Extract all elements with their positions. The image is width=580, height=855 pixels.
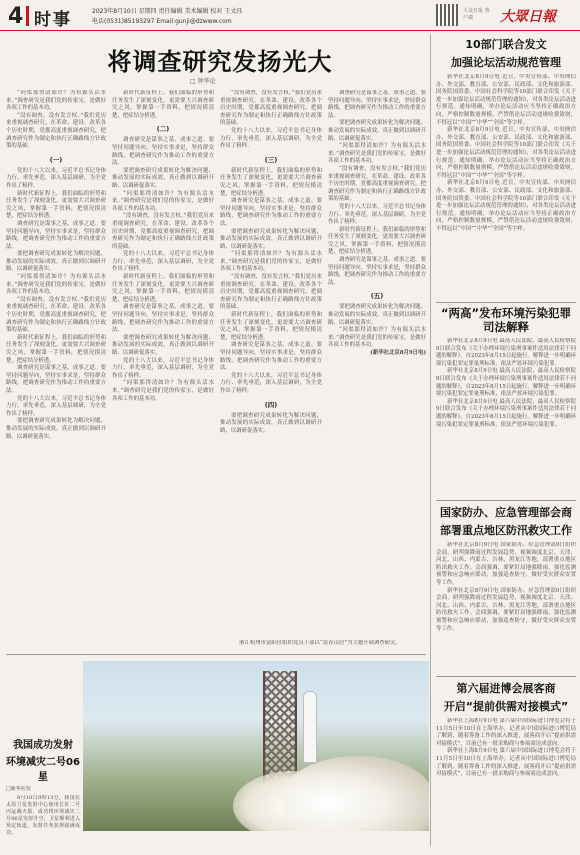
page-header bbox=[0, 0, 580, 30]
news-title-line1: 第六届进博会展客商 bbox=[456, 682, 556, 695]
news-separator bbox=[436, 500, 576, 501]
news-paragraph: 新华社北京8月9日电 最高人民法院、最高人民检察院9日联合发布《关于办理环境污染刑事案件适用法律若干问题的解释》，自2023年8月15日起施行。解释进一步明确环境污染犯罪定罪量刑标准，依法严惩环境污染犯罪。 bbox=[436, 368, 576, 398]
article-paragraph: 调查研究是谋事之基、成事之道。要坚持问题导向，坚持实事求是，坚持群众路线，把调查研究作为推动工作的重要方法。 bbox=[220, 198, 322, 227]
article-paragraph: 党的十八大以来，习近平总书记身体力行、率先垂范，深入基层调研，为全党作出了榜样。 bbox=[328, 203, 426, 226]
header-rule bbox=[0, 30, 580, 31]
news-paragraph: 新华社上海8月9日电 第六届中国国际进口博览会将于11月5日至10日在上海举办。记者从中国国际进口博览局了解到，随着筹备工作的深入推进，展客商开启“提前供需对接模式”，目前已有一批采购商与参展商达成意向。 bbox=[436, 748, 576, 778]
column-divider bbox=[430, 34, 431, 846]
article-paragraph: 新时代新征程上，我们面临的形势和任务发生了深刻变化，更需要大兴调查研究之风，掌握第一手资料，把情况摸清楚，把症结分析透。 bbox=[6, 190, 106, 220]
news-title-line1: 10部门联合发文 bbox=[465, 38, 547, 51]
main-headline: 将调查研究发扬光大 bbox=[107, 48, 333, 76]
article-paragraph: “没有调查，没有发言权。”我们党历来重视调查研究。在革命、建设、改革各个历史时期，党都高度重视调查研究，把调查研究作为制定和执行正确路线方针政策的基础。 bbox=[220, 274, 322, 311]
news-paragraph: 新华社上海8月9日电 第六届中国国际进口博览会将于11月5日至10日在上海举办。记者从中国国际进口博览局了解到，随着筹备工作的深入推进，展客商开启“提前供需对接模式”，目前已有一批采购商与参展商达成意向。 bbox=[436, 718, 576, 747]
news-paragraph: 新华社北京8月9日电 近日，中央宣传部、中央网信办、外交部、教育部、公安部、民政部、文化和旅游部、国务院国资委、中国社会科学院等10部门联合印发《关于进一步加强论坛活动规范管理的通知》，对各类论坛活动进行规范。通知明确，举办论坛活动应当坚持正确政治方向，严格控制数量规模，严禁借论坛活动违规收费敛财，不得冠以“中国”“中华”“全国”等字样。 bbox=[436, 180, 576, 232]
section-number: (三) bbox=[264, 155, 278, 164]
news-body bbox=[436, 74, 576, 304]
news-paragraph: 新华社北京8月9日电 国家防办、应急管理部9日组织会商，研判强降雨过程发展趋势，视频调度北京、天津、河北、山西、内蒙古、吉林、黑龙江等地，部署重点地区防汛救灾工作。会商强调，要紧盯局地强降雨，强化监测预警和应急响应联动，加强巡查防守，做好受灾群众安置等工作。 bbox=[436, 542, 576, 586]
article-paragraph: “没有调查，没有发言权。”我们党历来重视调查研究。在革命、建设、改革各个历史时期，党都高度重视调查研究，把调查研究作为制定和执行正确路线方针政策的基础。 bbox=[6, 112, 106, 150]
news-item-flood-control bbox=[436, 504, 576, 678]
article-paragraph: 新时代新征程上，我们面临的形势和任务发生了深刻变化，更需要大兴调查研究之风，掌握第一手资料，把情况摸清楚，把症结分析透。 bbox=[112, 274, 214, 303]
article-paragraph: 要把调查研究成果转化为解决问题、推动发展的实际成效，真正做到以调研开路、以调研促落实。 bbox=[6, 418, 106, 440]
article-paragraph: 要把调查研究成果转化为解决问题、推动发展的实际成效，真正做到以调研开路、以调研促落实。 bbox=[112, 167, 214, 189]
article-paragraph: 调查研究是谋事之基、成事之道。要坚持问题导向，坚持实事求是，坚持群众路线，把调查研究作为推动工作的重要方法。 bbox=[112, 137, 214, 167]
article-paragraph: “问渠那得清如许？为有源头活水来。”调查研究是我们党的传家宝，是做好各项工作的基本功。 bbox=[328, 327, 426, 349]
article-paragraph: “问渠那得清如许？为有源头活水来。”调查研究是我们党的传家宝，是做好各项工作的基本功。 bbox=[6, 90, 106, 112]
article-paragraph: 新时代新征程上，我们面临的形势和任务发生了深刻变化，更需要大兴调查研究之风，掌握第一手资料，把情况摸清楚，把症结分析透。 bbox=[112, 90, 214, 119]
article-column-1 bbox=[6, 90, 106, 650]
news-paragraph: 新华社北京8月9日电 近日，中央宣传部、中央网信办、外交部、教育部、公安部、民政部、文化和旅游部、国务院国资委、中国社会科学院等10部门联合印发《关于进一步加强论坛活动规范管理的通知》，对各类论坛活动进行规范。通知明确，举办论坛活动应当坚持正确政治方向，严格控制数量规模，严禁借论坛活动违规收费敛财，不得冠以“中国”“中华”“全国”等字样。 bbox=[436, 74, 576, 126]
article-paragraph: 要把调查研究成果转化为解决问题、推动发展的实际成效，真正做到以调研开路、以调研促落实。 bbox=[220, 228, 322, 250]
news-paragraph: 新华社北京8月9日电 近日，中央宣传部、中央网信办、外交部、教育部、公安部、民政部、文化和旅游部、国务院国资委、中国社会科学院等10部门联合印发《关于进一步加强论坛活动规范管理的通知》，对各类论坛活动进行规范。通知明确，举办论坛活动应当坚持正确政治方向，严格控制数量规模，严禁借论坛活动违规收费敛财，不得冠以“中国”“中华”“全国”等字样。 bbox=[436, 127, 576, 179]
article-paragraph: 党的十八大以来，习近平总书记身体力行、率先垂范，深入基层调研，为全党作出了榜样。 bbox=[112, 357, 214, 379]
news-separator bbox=[436, 676, 576, 677]
section-number: (四) bbox=[264, 400, 278, 409]
article-paragraph: “没有调查，没有发言权。”我们党历来重视调查研究。在革命、建设、改革各个历史时期，党都高度重视调查研究，把调查研究作为制定和执行正确路线方针政策的基础。 bbox=[112, 213, 214, 250]
news-body bbox=[436, 542, 576, 678]
issue-meta: 2023年8月10日 星期四 责任编辑 美术编辑 校对 王文珏 bbox=[92, 8, 243, 15]
news-title-line2: 环境减灾二号06星 bbox=[6, 757, 80, 783]
news-body bbox=[6, 795, 80, 855]
news-item-pollution bbox=[436, 306, 576, 500]
bottom-separator bbox=[6, 654, 426, 655]
article-paragraph: 新时代新征程上，我们面临的形势和任务发生了深刻变化，更需要大兴调查研究之风，掌握第一手资料，把情况摸清楚，把症结分析透。 bbox=[328, 226, 426, 256]
article-paragraph: “问渠那得清如许？为有源头活水来。”调查研究是我们党的传家宝，是做好各项工作的基本功。 bbox=[328, 143, 426, 165]
news-paragraph: 新华社北京8月9日电 国家防办、应急管理部9日组织会商，研判强降雨过程发展趋势，视频调度北京、天津、河北、山西、内蒙古、吉林、黑龙江等地，部署重点地区防汛救灾工作。会商强调，要紧盯局地强降雨，强化监测预警和应急响应联动，加强巡查防守，做好受灾群众安置等工作。 bbox=[436, 587, 576, 632]
section-number: (五) bbox=[370, 292, 384, 301]
article-paragraph: 要把调查研究成果转化为解决问题、推动发展的实际成效，真正做到以调研开路、以调研促落实。 bbox=[328, 120, 426, 142]
article-paragraph: “问渠那得清如许？为有源头活水来。”调查研究是我们党的传家宝，是做好各项工作的基本功。 bbox=[112, 380, 214, 402]
article-paragraph: 党的十八大以来，习近平总书记身体力行、率先垂范，深入基层调研，为全党作出了榜样。 bbox=[112, 251, 214, 273]
news-body bbox=[436, 718, 576, 844]
contact-meta: 电话(0531)85193297 Email:gunji@dzwww.com bbox=[92, 18, 232, 25]
qr-code-icon bbox=[436, 4, 458, 26]
page-number: 4 bbox=[8, 4, 24, 29]
article-paragraph: 党的十八大以来，习近平总书记身体力行、率先垂范，深入基层调研，为全党作出了榜样。 bbox=[220, 127, 322, 150]
article-paragraph: 党的十八大以来，习近平总书记身体力行、率先垂范，深入基层调研，为全党作出了榜样。 bbox=[220, 372, 322, 394]
section-title: 时事 bbox=[34, 10, 72, 30]
photo-caption-top: 浙江杭州市富阳区组织党员干部以“富春山居”为主题开展调查研究。 bbox=[239, 640, 401, 646]
article-paragraph: “没有调查，没有发言权。”我们党历来重视调查研究。在革命、建设、改革各个历史时期，党都高度重视调查研究，把调查研究作为制定和执行正确路线方针政策的基础。 bbox=[328, 165, 426, 203]
exhaust-plume bbox=[283, 756, 429, 831]
news-item-forums bbox=[436, 36, 576, 304]
article-column-4 bbox=[328, 90, 426, 645]
article-paragraph: “没有调查，没有发言权。”我们党历来重视调查研究。在革命、建设、改革各个历史时期，党都高度重视调查研究，把调查研究作为制定和执行正确路线方针政策的基础。 bbox=[220, 90, 322, 127]
news-item-satellite bbox=[6, 736, 80, 855]
article-paragraph: 调查研究是谋事之基、成事之道。要坚持问题导向，坚持实事求是，坚持群众路线，把调查研究作为推动工作的重要方法。 bbox=[328, 90, 426, 119]
news-byline: □新华社发 bbox=[6, 786, 31, 792]
section-number: (一) bbox=[49, 155, 63, 164]
news-title-line2: 部署重点地区防汛救灾工作 bbox=[440, 524, 572, 537]
article-paragraph: 新时代新征程上，我们面临的形势和任务发生了深刻变化，更需要大兴调查研究之风，掌握第一手资料，把情况摸清楚，把症结分析透。 bbox=[220, 167, 322, 197]
article-paragraph: “没有调查，没有发言权。”我们党历来重视调查研究。在革命、建设、改革各个历史时期，党都高度重视调查研究，把调查研究作为制定和执行正确路线方针政策的基础。 bbox=[6, 296, 106, 334]
article-paragraph: 要把调查研究成果转化为解决问题、推动发展的实际成效，真正做到以调研开路、以调研促落实。 bbox=[220, 412, 322, 434]
article-paragraph: 调查研究是谋事之基、成事之道。要坚持问题导向，坚持实事求是，坚持群众路线，把调查研究作为推动工作的重要方法。 bbox=[328, 257, 426, 286]
news-separator bbox=[436, 302, 576, 303]
article-paragraph: 要把调查研究成果转化为解决问题、推动发展的实际成效，真正做到以调研开路、以调研促落实。 bbox=[328, 304, 426, 326]
qr-caption: 大众日报 客户端 bbox=[463, 8, 490, 21]
news-title-line1: 我国成功发射 bbox=[13, 740, 73, 751]
article-paragraph: 要把调查研究成果转化为解决问题、推动发展的实际成效，真正做到以调研开路、以调研促落实。 bbox=[6, 251, 106, 273]
news-item-ciie bbox=[436, 680, 576, 844]
article-paragraph: 要把调查研究成果转化为解决问题、推动发展的实际成效，真正做到以调研开路、以调研促落实。 bbox=[112, 334, 214, 356]
section-marker bbox=[26, 6, 29, 26]
rocket bbox=[303, 691, 317, 763]
news-title-line1: 国家防办、应急管理部会商 bbox=[440, 506, 572, 519]
section-number: (二) bbox=[156, 125, 170, 134]
news-paragraph: 新华社北京8月9日电 最高人民法院、最高人民检察院9日联合发布《关于办理环境污染刑事案件适用法律若干问题的解释》，自2023年8月15日起施行。解释进一步明确环境污染犯罪定罪量刑标准，依法严惩环境污染犯罪。 bbox=[436, 398, 576, 428]
news-title-line2: 加强论坛活动规范管理 bbox=[451, 56, 561, 69]
article-paragraph: 调查研究是谋事之基、成事之道。要坚持问题导向，坚持实事求是，坚持群众路线，把调查研究作为推动工作的重要方法。 bbox=[6, 365, 106, 394]
article-paragraph: 调查研究是谋事之基、成事之道。要坚持问题导向，坚持实事求是，坚持群众路线，把调查研究作为推动工作的重要方法。 bbox=[220, 342, 322, 372]
article-paragraph: 调查研究是谋事之基、成事之道。要坚持问题导向，坚持实事求是，坚持群众路线，把调查研究作为推动工作的重要方法。 bbox=[6, 220, 106, 250]
article-paragraph: “问渠那得清如许？为有源头活水来。”调查研究是我们党的传家宝，是做好各项工作的基本功。 bbox=[220, 251, 322, 273]
article-paragraph: 党的十八大以来，习近平总书记身体力行、率先垂范，深入基层调研，为全党作出了榜样。 bbox=[6, 395, 106, 417]
rocket-launch-photo bbox=[83, 661, 429, 831]
main-byline: □ 钟华论 bbox=[190, 78, 216, 85]
article-paragraph: 党的十八大以来，习近平总书记身体力行、率先垂范，深入基层调研，为全党作出了榜样。 bbox=[6, 167, 106, 189]
news-paragraph: 新华社北京8月9日电 最高人民法院、最高人民检察院9日联合发布《关于办理环境污染刑事案件适用法律若干问题的解释》，自2023年8月15日起施行。解释进一步明确环境污染犯罪定罪量刑标准，依法严惩环境污染犯罪。 bbox=[436, 338, 576, 367]
news-title: “两高”发布环境污染犯罪司法解释 bbox=[440, 306, 572, 334]
article-column-2 bbox=[112, 90, 214, 650]
author-note: (新华社北京8月9日电) bbox=[370, 350, 426, 356]
article-paragraph: “问渠那得清如许？为有源头活水来。”调查研究是我们党的传家宝，是做好各项工作的基本功。 bbox=[6, 274, 106, 296]
article-paragraph: 新时代新征程上，我们面临的形势和任务发生了深刻变化，更需要大兴调查研究之风，掌握第一手资料，把情况摸清楚，把症结分析透。 bbox=[6, 334, 106, 364]
article-paragraph: 调查研究是谋事之基、成事之道。要坚持问题导向，坚持实事求是，坚持群众路线，把调查研究作为推动工作的重要方法。 bbox=[112, 304, 214, 334]
article-paragraph: “问渠那得清如许？为有源头活水来。”调查研究是我们党的传家宝，是做好各项工作的基本功。 bbox=[112, 190, 214, 212]
article-paragraph: 新时代新征程上，我们面临的形势和任务发生了深刻变化，更需要大兴调查研究之风，掌握第一手资料，把情况摸清楚，把症结分析透。 bbox=[220, 312, 322, 341]
news-paragraph: 8月10日9时13分，我国在太原卫星发射中心使用长征二号丙运载火箭，成功将环境减灾二号06星发射升空，卫星顺利进入预定轨道，发射任务获得圆满成功。 bbox=[6, 795, 80, 836]
article-column-3 bbox=[220, 90, 322, 640]
news-body bbox=[436, 338, 576, 500]
news-title-line2: 开启“提前供需对接模式” bbox=[443, 700, 569, 713]
newspaper-logo: 大眾日報 bbox=[500, 9, 556, 25]
